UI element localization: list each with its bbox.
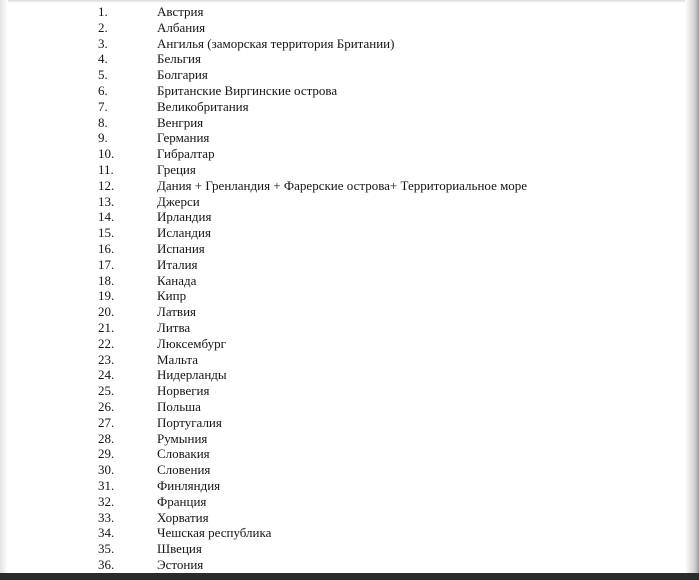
item-number: 20. — [98, 304, 115, 320]
list-item — [0, 288, 699, 304]
item-number: 22. — [98, 335, 115, 351]
item-number: 33. — [98, 509, 115, 525]
country-name: Люксембург — [157, 335, 226, 351]
item-number: 19. — [98, 288, 115, 304]
item-number: 18. — [98, 272, 115, 288]
country-name: Франция — [157, 493, 207, 509]
country-name: Словакия — [157, 446, 210, 462]
item-number: 36. — [98, 556, 115, 572]
item-number: 28. — [98, 430, 115, 446]
country-name: Великобритания — [157, 98, 249, 114]
item-number: 21. — [98, 319, 115, 335]
list-item — [0, 241, 699, 257]
country-name: Германия — [157, 130, 210, 146]
item-number: 3. — [98, 35, 108, 51]
item-number: 16. — [98, 240, 115, 256]
list-item — [0, 304, 699, 320]
country-name: Португалия — [157, 414, 222, 430]
list-item — [0, 446, 699, 462]
page-bottom-edge — [0, 573, 699, 580]
list-item — [0, 478, 699, 494]
list-item — [0, 273, 699, 289]
list-item — [0, 510, 699, 526]
item-number: 15. — [98, 225, 115, 241]
item-number: 5. — [98, 67, 108, 83]
list-item — [0, 541, 699, 557]
item-number: 26. — [98, 398, 115, 414]
list-item — [0, 36, 699, 52]
item-number: 8. — [98, 114, 108, 130]
list-item — [0, 320, 699, 336]
list-item — [0, 67, 699, 83]
country-name: Нидерланды — [157, 367, 227, 383]
list-item — [0, 4, 699, 20]
list-item — [0, 209, 699, 225]
country-name: Ангилья (заморская территория Британии) — [157, 35, 395, 51]
country-name: Латвия — [157, 304, 197, 320]
list-item — [0, 431, 699, 447]
list-item — [0, 383, 699, 399]
list-item — [0, 178, 699, 194]
country-name: Греция — [157, 161, 196, 177]
list-item — [0, 352, 699, 368]
country-name: Эстония — [157, 556, 204, 572]
item-number: 11. — [98, 161, 114, 177]
item-number: 10. — [98, 146, 115, 162]
item-number: 30. — [98, 462, 115, 478]
item-number: 31. — [98, 477, 115, 493]
list-item — [0, 20, 699, 36]
item-number: 32. — [98, 493, 115, 509]
list-item — [0, 462, 699, 478]
country-name: Хорватия — [157, 509, 209, 525]
item-number: 24. — [98, 367, 115, 383]
list-item — [0, 162, 699, 178]
item-number: 7. — [98, 98, 108, 114]
list-item — [0, 257, 699, 273]
country-name: Словения — [157, 462, 211, 478]
list-item — [0, 146, 699, 162]
item-number: 17. — [98, 256, 115, 272]
list-item — [0, 336, 699, 352]
item-number: 13. — [98, 193, 115, 209]
item-number: 27. — [98, 414, 115, 430]
country-name: Британские Виргинские острова — [157, 82, 338, 98]
country-name: Финляндия — [157, 477, 221, 493]
list-item — [0, 83, 699, 99]
item-number: 29. — [98, 446, 115, 462]
list-item — [0, 557, 699, 573]
country-name: Норвегия — [157, 383, 210, 399]
country-name: Польша — [157, 398, 201, 414]
list-item — [0, 399, 699, 415]
country-name: Гибралтар — [157, 146, 215, 162]
country-name: Литва — [157, 319, 191, 335]
country-name: Бельгия — [157, 51, 201, 67]
item-number: 34. — [98, 525, 115, 541]
country-name: Ирландия — [157, 209, 212, 225]
country-name: Кипр — [157, 288, 187, 304]
item-number: 9. — [98, 130, 108, 146]
item-number: 4. — [98, 51, 108, 67]
item-number: 12. — [98, 177, 115, 193]
list-item — [0, 415, 699, 431]
country-name: Дания + Гренландия + Фарерские острова+ Территориальное море — [157, 177, 528, 193]
item-number: 2. — [98, 19, 108, 35]
country-name: Чешская республика — [157, 525, 272, 541]
page-top-edge — [0, 0, 699, 3]
country-name: Болгария — [157, 67, 208, 83]
list-item — [0, 225, 699, 241]
item-number: 25. — [98, 383, 115, 399]
country-name: Италия — [157, 256, 198, 272]
list-item — [0, 367, 699, 383]
list-item — [0, 194, 699, 210]
list-item — [0, 130, 699, 146]
country-name: Исландия — [157, 225, 211, 241]
item-number: 1. — [98, 4, 108, 19]
country-name: Швеция — [157, 541, 202, 557]
country-name: Джерси — [157, 193, 200, 209]
list-item — [0, 115, 699, 131]
item-number: 6. — [98, 82, 108, 98]
item-number: 35. — [98, 541, 115, 557]
country-name: Албания — [157, 19, 206, 35]
country-name: Венгрия — [157, 114, 204, 130]
country-name: Канада — [157, 272, 197, 288]
country-name: Австрия — [157, 4, 204, 19]
page-right-edge — [685, 0, 699, 580]
list-item — [0, 99, 699, 115]
list-item — [0, 525, 699, 541]
country-name: Мальта — [157, 351, 198, 367]
list-item — [0, 494, 699, 510]
country-list — [0, 4, 699, 573]
item-number: 23. — [98, 351, 115, 367]
country-name: Испания — [157, 240, 205, 256]
country-name: Румыния — [157, 430, 208, 446]
list-item — [0, 51, 699, 67]
item-number: 14. — [98, 209, 115, 225]
